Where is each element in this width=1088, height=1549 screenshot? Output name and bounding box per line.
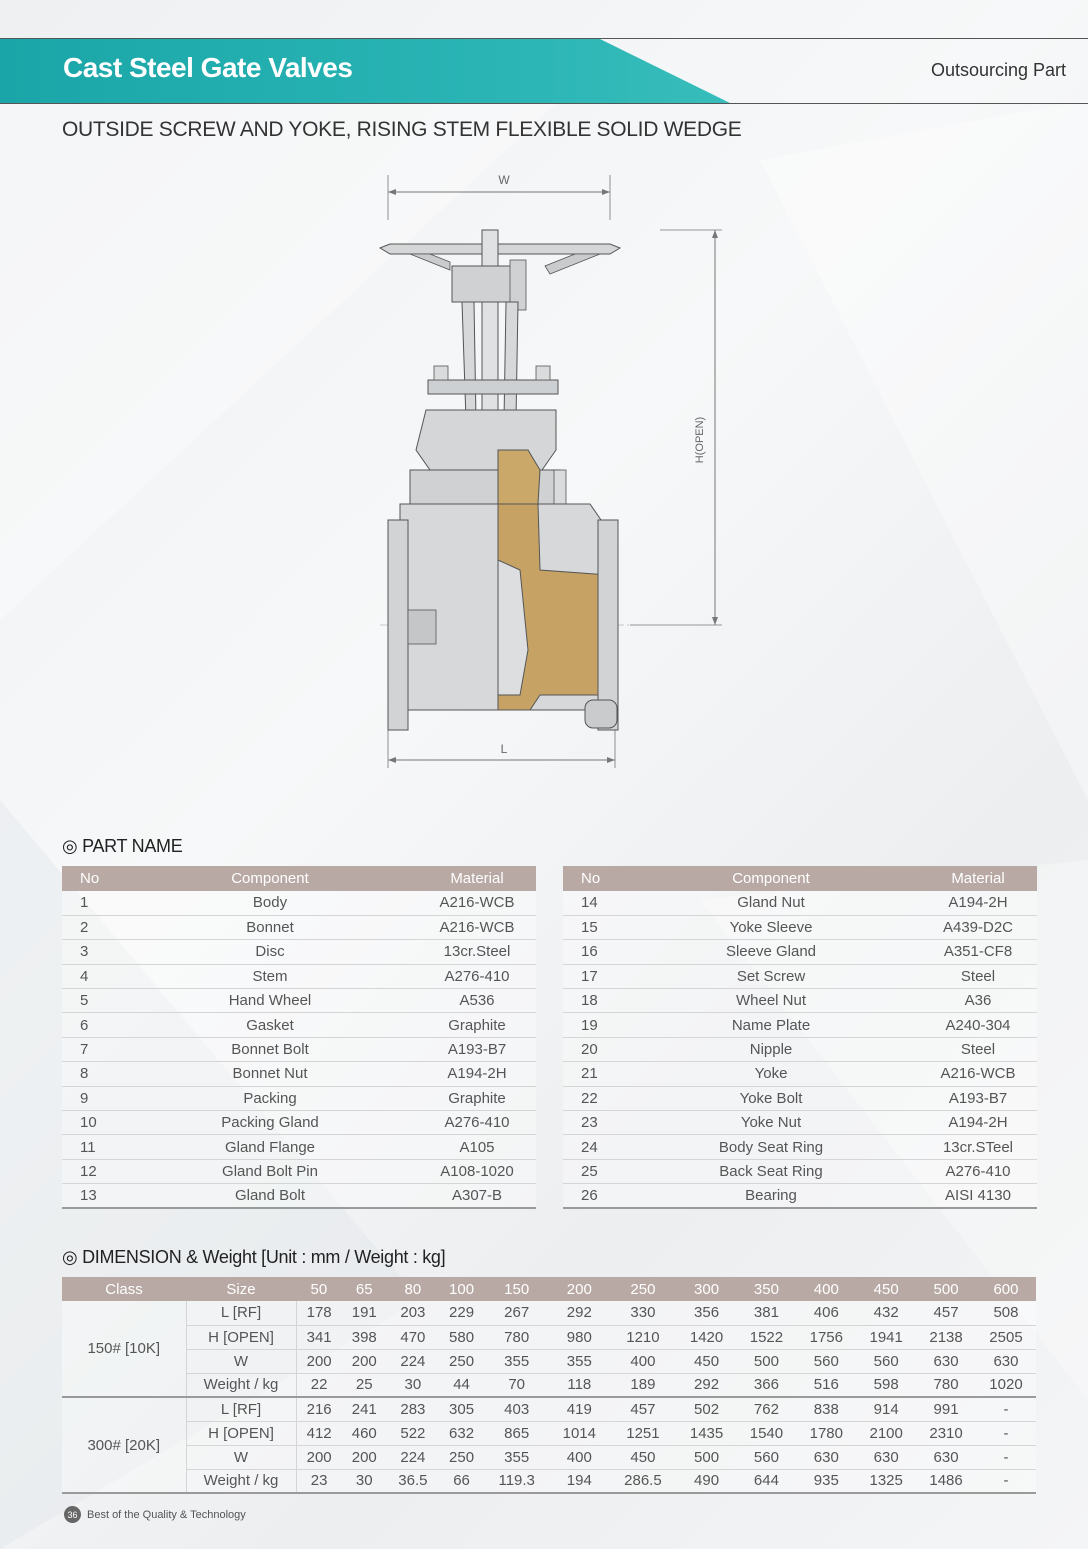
table-row <box>62 1111 536 1135</box>
dimension-value: 36.5 <box>387 1469 439 1493</box>
dimension-value: 118 <box>549 1373 609 1397</box>
part-component: Bonnet <box>122 915 418 939</box>
dimension-value: 250 <box>439 1349 484 1373</box>
dimension-value: 762 <box>736 1397 796 1421</box>
dimension-value: 406 <box>796 1301 856 1325</box>
part-component: Bearing <box>623 1184 919 1208</box>
part-material: A439-D2C <box>919 915 1037 939</box>
dimension-value: 23 <box>296 1469 342 1493</box>
part-component: Hand Wheel <box>122 989 418 1013</box>
table-row <box>62 1349 1036 1373</box>
class-cell: 300# [20K] <box>62 1397 186 1493</box>
dimension-value: 200 <box>342 1349 387 1373</box>
dimension-value: 560 <box>796 1349 856 1373</box>
table-row <box>62 891 536 915</box>
part-material: A194-2H <box>418 1062 536 1086</box>
dimension-value: 341 <box>296 1325 342 1349</box>
part-component: Packing Gland <box>122 1111 418 1135</box>
dimension-value: 1420 <box>677 1325 737 1349</box>
part-component: Gasket <box>122 1013 418 1037</box>
dimension-value: 292 <box>549 1301 609 1325</box>
header-size: Size <box>186 1277 296 1301</box>
part-no: 16 <box>563 940 623 964</box>
table-row <box>563 1111 1037 1135</box>
dimension-value: 200 <box>296 1349 342 1373</box>
header-size-value: 600 <box>976 1277 1036 1301</box>
dim-w-label: W <box>498 173 510 187</box>
dimension-value: 1756 <box>796 1325 856 1349</box>
part-no: 22 <box>563 1086 623 1110</box>
dimension-value: 178 <box>296 1301 342 1325</box>
page-subtitle: OUTSIDE SCREW AND YOKE, RISING STEM FLEXIBLE SOLID WEDGE <box>62 118 742 141</box>
dimension-value: 224 <box>387 1349 439 1373</box>
dimension-value: 25 <box>342 1373 387 1397</box>
part-no: 8 <box>62 1062 122 1086</box>
part-material: A108-1020 <box>418 1159 536 1183</box>
part-table-right <box>563 866 1037 1209</box>
dimension-value: 2100 <box>856 1421 916 1445</box>
header-material: Material <box>418 866 536 891</box>
part-material: A276-410 <box>418 1111 536 1135</box>
part-no: 18 <box>563 989 623 1013</box>
header-size-value: 200 <box>549 1277 609 1301</box>
part-component: Wheel Nut <box>623 989 919 1013</box>
dimension-section-title: ◎ DIMENSION & Weight [Unit : mm / Weight : kg] <box>62 1247 446 1267</box>
dimension-value: 630 <box>916 1445 976 1469</box>
dimension-value: 189 <box>609 1373 676 1397</box>
dimension-value: 500 <box>677 1445 737 1469</box>
part-no: 5 <box>62 989 122 1013</box>
header-material: Material <box>919 866 1037 891</box>
part-component: Yoke <box>623 1062 919 1086</box>
dimension-label: L [RF] <box>186 1301 296 1325</box>
dimension-label: W <box>186 1445 296 1469</box>
part-component: Gland Bolt <box>122 1184 418 1208</box>
dimension-value: 30 <box>387 1373 439 1397</box>
dimension-value: 914 <box>856 1397 916 1421</box>
part-material: Steel <box>919 1037 1037 1061</box>
dimension-value: 432 <box>856 1301 916 1325</box>
part-no: 24 <box>563 1135 623 1159</box>
dimension-table-body <box>62 1301 1036 1493</box>
dimension-value: 203 <box>387 1301 439 1325</box>
footer-slogan: Best of the Quality & Technology <box>87 1508 246 1521</box>
dimension-value: - <box>976 1469 1036 1493</box>
table-row <box>563 964 1037 988</box>
dimension-value: 991 <box>916 1397 976 1421</box>
table-row <box>563 1135 1037 1159</box>
header-size-value: 150 <box>484 1277 549 1301</box>
dimension-value: 70 <box>484 1373 549 1397</box>
page-title: Cast Steel Gate Valves <box>63 52 353 83</box>
dimension-value: 1486 <box>916 1469 976 1493</box>
table-row <box>563 891 1037 915</box>
dimension-value: 292 <box>677 1373 737 1397</box>
part-material: A276-410 <box>919 1159 1037 1183</box>
gate-valve-drawing <box>370 170 730 780</box>
dimension-value: 355 <box>484 1349 549 1373</box>
dimension-value: 1941 <box>856 1325 916 1349</box>
dimension-value: 412 <box>296 1421 342 1445</box>
header-size-value: 400 <box>796 1277 856 1301</box>
dimension-value: 457 <box>916 1301 976 1325</box>
part-component: Gland Flange <box>122 1135 418 1159</box>
part-component: Name Plate <box>623 1013 919 1037</box>
dimension-value: 403 <box>484 1397 549 1421</box>
dimension-value: 1435 <box>677 1421 737 1445</box>
dimension-value: 460 <box>342 1421 387 1445</box>
part-material: 13cr.STeel <box>919 1135 1037 1159</box>
dimension-value: - <box>976 1397 1036 1421</box>
part-component: Packing <box>122 1086 418 1110</box>
header-class: Class <box>62 1277 186 1301</box>
part-component: Body Seat Ring <box>623 1135 919 1159</box>
part-no: 26 <box>563 1184 623 1208</box>
dimension-value: 119.3 <box>484 1469 549 1493</box>
dimension-value: 2138 <box>916 1325 976 1349</box>
part-material: A240-304 <box>919 1013 1037 1037</box>
dimension-value: 470 <box>387 1325 439 1349</box>
part-component: Yoke Bolt <box>623 1086 919 1110</box>
header-size-value: 500 <box>916 1277 976 1301</box>
part-material: Graphite <box>418 1086 536 1110</box>
part-no: 12 <box>62 1159 122 1183</box>
dimension-value: 355 <box>549 1349 609 1373</box>
part-no: 3 <box>62 940 122 964</box>
table-row <box>62 1469 1036 1493</box>
part-no: 9 <box>62 1086 122 1110</box>
header-size-value: 65 <box>342 1277 387 1301</box>
page-number: 36 <box>64 1506 81 1523</box>
part-material: A105 <box>418 1135 536 1159</box>
header-component: Component <box>623 866 919 891</box>
dimension-value: 44 <box>439 1373 484 1397</box>
part-component: Gland Nut <box>623 891 919 915</box>
part-material: A216-WCB <box>418 891 536 915</box>
dimension-value: 283 <box>387 1397 439 1421</box>
dimension-value: 1522 <box>736 1325 796 1349</box>
dimension-value: 355 <box>484 1445 549 1469</box>
part-table-left <box>62 866 536 1209</box>
part-material: A536 <box>418 989 536 1013</box>
part-no: 14 <box>563 891 623 915</box>
header-category: Outsourcing Part <box>930 60 1066 80</box>
dimension-value: 305 <box>439 1397 484 1421</box>
part-component: Sleeve Gland <box>623 940 919 964</box>
part-material: A307-B <box>418 1184 536 1208</box>
header-size-value: 80 <box>387 1277 439 1301</box>
header-size-value: 350 <box>736 1277 796 1301</box>
dimension-value: 419 <box>549 1397 609 1421</box>
header-no: No <box>563 866 623 891</box>
part-material: 13cr.Steel <box>418 940 536 964</box>
table-row <box>62 1397 1036 1421</box>
dimension-value: 630 <box>796 1445 856 1469</box>
dimension-value: 1325 <box>856 1469 916 1493</box>
header-size-value: 300 <box>677 1277 737 1301</box>
dimension-value: 865 <box>484 1421 549 1445</box>
table-row <box>563 989 1037 1013</box>
part-component: Bonnet Bolt <box>122 1037 418 1061</box>
dimension-value: 330 <box>609 1301 676 1325</box>
dimension-table <box>62 1277 1036 1494</box>
part-material: A193-B7 <box>919 1086 1037 1110</box>
part-component: Gland Bolt Pin <box>122 1159 418 1183</box>
dimension-value: 502 <box>677 1397 737 1421</box>
part-material: A193-B7 <box>418 1037 536 1061</box>
dimension-value: 508 <box>976 1301 1036 1325</box>
dimension-value: 500 <box>736 1349 796 1373</box>
dimension-value: 457 <box>609 1397 676 1421</box>
class-cell: 150# [10K] <box>62 1301 186 1397</box>
table-row <box>62 989 536 1013</box>
dimension-value: 191 <box>342 1301 387 1325</box>
part-material: A194-2H <box>919 891 1037 915</box>
dimension-value: 400 <box>609 1349 676 1373</box>
part-no: 10 <box>62 1111 122 1135</box>
table-row <box>62 1421 1036 1445</box>
dimension-value: 381 <box>736 1301 796 1325</box>
part-no: 2 <box>62 915 122 939</box>
part-material: A36 <box>919 989 1037 1013</box>
dimension-value: 250 <box>439 1445 484 1469</box>
part-no: 15 <box>563 915 623 939</box>
table-row <box>62 1301 1036 1325</box>
dimension-value: 400 <box>549 1445 609 1469</box>
dimension-value: 200 <box>342 1445 387 1469</box>
table-row <box>62 1013 536 1037</box>
dimension-value: 30 <box>342 1469 387 1493</box>
dimension-value: 229 <box>439 1301 484 1325</box>
table-row <box>563 1184 1037 1208</box>
table-row <box>62 1062 536 1086</box>
part-material: AISI 4130 <box>919 1184 1037 1208</box>
dimension-value: - <box>976 1445 1036 1469</box>
header-size-value: 50 <box>296 1277 342 1301</box>
dim-l-label: L <box>500 742 508 756</box>
part-no: 11 <box>62 1135 122 1159</box>
dimension-value: 490 <box>677 1469 737 1493</box>
part-material: A216-WCB <box>418 915 536 939</box>
dimension-value: 838 <box>796 1397 856 1421</box>
dimension-value: 580 <box>439 1325 484 1349</box>
dim-h-label: H(OPEN) <box>694 416 706 464</box>
part-component: Back Seat Ring <box>623 1159 919 1183</box>
part-no: 13 <box>62 1184 122 1208</box>
dimension-value: 630 <box>916 1349 976 1373</box>
table-row <box>563 1086 1037 1110</box>
dimension-value: 2505 <box>976 1325 1036 1349</box>
dimension-value: 398 <box>342 1325 387 1349</box>
part-component: Yoke Nut <box>623 1111 919 1135</box>
dimension-value: 1251 <box>609 1421 676 1445</box>
header-top-rule <box>0 38 1088 39</box>
dimension-label: W <box>186 1349 296 1373</box>
table-row <box>62 940 536 964</box>
part-component: Body <box>122 891 418 915</box>
table-row <box>563 1037 1037 1061</box>
dimension-value: 450 <box>677 1349 737 1373</box>
part-no: 1 <box>62 891 122 915</box>
dimension-value: 194 <box>549 1469 609 1493</box>
dimension-table-header <box>62 1277 1036 1301</box>
part-no: 23 <box>563 1111 623 1135</box>
table-row <box>62 1135 536 1159</box>
part-no: 6 <box>62 1013 122 1037</box>
part-no: 4 <box>62 964 122 988</box>
table-row <box>62 1445 1036 1469</box>
dimension-value: 632 <box>439 1421 484 1445</box>
part-material: A194-2H <box>919 1111 1037 1135</box>
table-row <box>62 1325 1036 1349</box>
dimension-label: H [OPEN] <box>186 1421 296 1445</box>
part-no: 25 <box>563 1159 623 1183</box>
table-row <box>563 1013 1037 1037</box>
table-row <box>563 915 1037 939</box>
dimension-value: 224 <box>387 1445 439 1469</box>
dimension-value: 516 <box>796 1373 856 1397</box>
part-no: 17 <box>563 964 623 988</box>
header-size-value: 100 <box>439 1277 484 1301</box>
dimension-value: 780 <box>916 1373 976 1397</box>
table-row <box>62 1159 536 1183</box>
page-footer <box>64 1506 246 1523</box>
dimension-value: 630 <box>976 1349 1036 1373</box>
dimension-value: 1014 <box>549 1421 609 1445</box>
table-row <box>563 940 1037 964</box>
table-row <box>563 1159 1037 1183</box>
part-component: Stem <box>122 964 418 988</box>
part-no: 7 <box>62 1037 122 1061</box>
dimension-value: 980 <box>549 1325 609 1349</box>
table-row <box>62 1373 1036 1397</box>
header-size-value: 250 <box>609 1277 676 1301</box>
part-table-header <box>62 866 536 891</box>
table-row <box>62 1184 536 1208</box>
dimension-value: 200 <box>296 1445 342 1469</box>
dimension-value: 644 <box>736 1469 796 1493</box>
table-row <box>62 1086 536 1110</box>
header-component: Component <box>122 866 418 891</box>
dimension-value: 560 <box>856 1349 916 1373</box>
part-table-header <box>563 866 1037 891</box>
dimension-value: 356 <box>677 1301 737 1325</box>
part-no: 20 <box>563 1037 623 1061</box>
table-row <box>563 1062 1037 1086</box>
dimension-value: 366 <box>736 1373 796 1397</box>
header-no: No <box>62 866 122 891</box>
part-material: Steel <box>919 964 1037 988</box>
dimension-value: 22 <box>296 1373 342 1397</box>
part-component: Disc <box>122 940 418 964</box>
part-material: A351-CF8 <box>919 940 1037 964</box>
dimension-value: 286.5 <box>609 1469 676 1493</box>
header-size-value: 450 <box>856 1277 916 1301</box>
dimension-value: 241 <box>342 1397 387 1421</box>
part-material: A276-410 <box>418 964 536 988</box>
dimension-value: 267 <box>484 1301 549 1325</box>
dimension-value: 522 <box>387 1421 439 1445</box>
table-row <box>62 964 536 988</box>
dimension-value: 66 <box>439 1469 484 1493</box>
dimension-value: 1780 <box>796 1421 856 1445</box>
dimension-value: 1540 <box>736 1421 796 1445</box>
dimension-value: 780 <box>484 1325 549 1349</box>
dimension-label: L [RF] <box>186 1397 296 1421</box>
part-component: Yoke Sleeve <box>623 915 919 939</box>
dimension-value: 2310 <box>916 1421 976 1445</box>
dimension-value: - <box>976 1421 1036 1445</box>
dimension-value: 560 <box>736 1445 796 1469</box>
dimension-label: Weight / kg <box>186 1373 296 1397</box>
part-component: Bonnet Nut <box>122 1062 418 1086</box>
dimension-value: 1020 <box>976 1373 1036 1397</box>
dimension-value: 1210 <box>609 1325 676 1349</box>
part-no: 19 <box>563 1013 623 1037</box>
table-row <box>62 915 536 939</box>
part-name-section-title: ◎ PART NAME <box>62 836 183 856</box>
dimension-value: 598 <box>856 1373 916 1397</box>
dimension-label: H [OPEN] <box>186 1325 296 1349</box>
part-component: Nipple <box>623 1037 919 1061</box>
dimension-value: 216 <box>296 1397 342 1421</box>
part-material: A216-WCB <box>919 1062 1037 1086</box>
part-component: Set Screw <box>623 964 919 988</box>
header-bottom-rule <box>0 103 1088 104</box>
dimension-value: 935 <box>796 1469 856 1493</box>
part-no: 21 <box>563 1062 623 1086</box>
dimension-value: 450 <box>609 1445 676 1469</box>
table-row <box>62 1037 536 1061</box>
part-material: Graphite <box>418 1013 536 1037</box>
dimension-value: 630 <box>856 1445 916 1469</box>
dimension-label: Weight / kg <box>186 1469 296 1493</box>
